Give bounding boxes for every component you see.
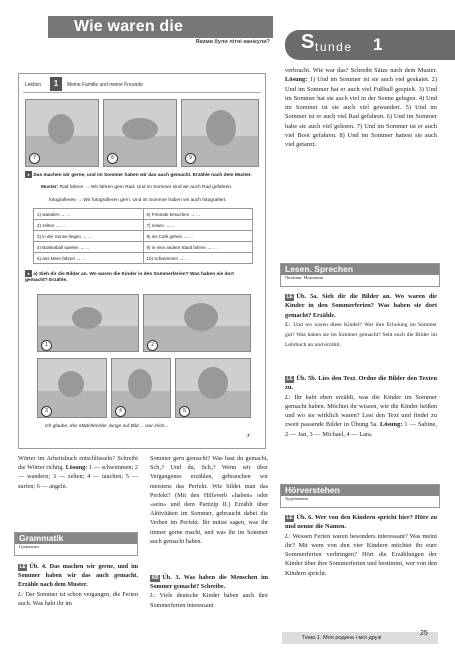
exercise-5b: [285, 374, 437, 439]
picture-number: 5: [179, 406, 190, 417]
exercise-icon: LE: [286, 515, 293, 521]
loesung-label: Lösung:: [379, 421, 403, 429]
loesung-text: 1 — Sabine, 2 — Jan, 3 — Michael, 4 — Lara.: [285, 421, 437, 438]
exercise-1: [25, 171, 257, 179]
section-subtitle: Граматика: [15, 544, 137, 550]
section-subtitle: Аудіювання: [281, 496, 439, 502]
lesson-title: Wie waren die Sommerferien?: [48, 16, 273, 38]
muster: [41, 185, 255, 191]
teacher-label: L:: [18, 590, 24, 598]
table-cell: 5) ans Meer fahren → ...: [34, 253, 144, 264]
textbook-page: [18, 73, 266, 449]
picture-number: 8: [107, 153, 118, 164]
section-subtitle: Читання. Мовлення: [281, 275, 439, 281]
exercise-2: [25, 270, 257, 284]
stunde-initial: S: [301, 31, 315, 53]
paragraph: verbracht. Wie war das? Schreibt Sätze nach dem Muster.: [285, 67, 437, 74]
section-title: Hörverstehen: [281, 485, 439, 496]
page-number: 25: [420, 630, 428, 637]
table-row: [34, 209, 253, 220]
picture-number: 7: [29, 153, 40, 164]
picture-5: [175, 358, 251, 418]
exercise-text: Viele deutsche Kinder haben auch ihre Sommerferien interessant: [150, 592, 268, 609]
right-top-text: [285, 66, 437, 150]
loesung-text: 1 — schwimmen; 2 — wandern; 3 — zelten; 4 — tauchen; 5 — surfen; 6 — angeln.: [18, 464, 139, 490]
lesson-subtitle: Якими були літні канікули?: [195, 39, 270, 45]
lektion-number: 1: [50, 77, 62, 91]
exercise-icon: ●: [25, 270, 32, 277]
exercise-5a: [285, 292, 437, 351]
divider: [23, 92, 261, 93]
exercise-icon: AB: [151, 575, 159, 581]
bottom-left-text: [18, 454, 138, 491]
section-header-grammatik: [14, 532, 138, 556]
picture-7: [25, 99, 99, 167]
table-row: [34, 231, 253, 242]
exercise-text: Der Sommer ist schon vergangen, die Ferien auch. Was habt ihr im: [18, 590, 139, 607]
book-page-number: 7: [247, 434, 250, 439]
exercise-title: Üb. 5a. Sieh dir die Bilder an. Wo waren die Kinder in den Sommerferien? Was haben sie dort gemacht? Erzähle.: [285, 293, 437, 319]
picture-2: [143, 294, 251, 352]
footer-topic: Тема 1. Моя родина і мої друзі: [282, 632, 438, 644]
picture-8: [103, 99, 177, 167]
loesung-label: Lösung:: [65, 464, 88, 472]
muster-label: Muster:: [41, 185, 59, 190]
stunde-badge: [285, 30, 455, 60]
teacher-label: L:: [285, 320, 291, 328]
table-cell: 9) in eine andere Stadt fahren → ...: [143, 242, 253, 253]
table-cell: 2) zelten → ...: [34, 220, 144, 231]
stunde-number: 1: [373, 35, 383, 54]
exercise-text: Und wo waren diese Kinder? War ihre Erholung im Sommer gut? Was haben sie im Sommer gemacht? Seht euch die Bilder im Lehrbuch an und erzählt.: [285, 321, 437, 349]
table-cell: 10) schwimmen → ...: [143, 253, 253, 264]
teacher-label: L:: [150, 592, 156, 600]
picture-3: [37, 358, 107, 418]
exercise-table: [33, 208, 253, 264]
muster-text: Rad fahren → Wir fahren gern Rad. Und im Sommer sind wir auch Rad gefahren.: [59, 185, 233, 190]
muster-text-2: fotografieren → Wir fotografieren gern. Und im Sommer haben wir auch fotografiert.: [49, 198, 227, 203]
teacher-label: L:: [285, 532, 291, 540]
picture-number: 9: [185, 153, 196, 164]
picture-number: 2: [147, 340, 158, 351]
picture-9: [181, 99, 259, 167]
table-cell: 7) reisen → ...: [143, 220, 253, 231]
exercise-icon: LE: [286, 376, 293, 382]
exercise-3: [150, 573, 268, 610]
exercise-title: Üb. 3. Was haben die Menschen im Sommer gemacht? Schreibe.: [150, 574, 268, 591]
bottom-line: Ich glaube, das Mädchen/der Junge auf Bild ... war in/im...: [45, 424, 169, 429]
exercise-title: Üb. 5b. Lies den Text. Ordne die Bilder den Texten zu.: [285, 375, 437, 392]
picture-number: 4: [115, 406, 126, 417]
bottom-mid-text: Sommer gern gemacht? Was hast du gemacht, Sch₁? Und du, Sch₂? Wenn wir über Vergangenes erzählen, gebrauchen wir meistens das Perfekt. Wie bildet man das Perfekt? (Mit den Hilfsverb «haben» oder «sein» und dem Partizip II.) Erzählt über Aktivitäten im Sommer, gebraucht dabei die Verben im Perfekt. Ihr müsst sagen, was ihr immer gerne macht, und was ihr im Sommer auch gemacht haben.: [150, 455, 268, 545]
exercise-title: Üb. 4. Das machen wir gerne, und im Sommer haben wir das auch gemacht. Erzähle nach dem Muster.: [18, 563, 138, 589]
exercise-icon: LE: [286, 294, 293, 300]
exercise-title: Üb. 6. Wer von den Kindern spricht hier? Höre zu und nenne die Namen.: [285, 514, 437, 531]
loesung-label: Lösung:: [285, 76, 308, 84]
picture-4: [111, 358, 171, 418]
table-cell: 1) wandern → ...: [34, 209, 144, 220]
exercise-text: Ihr habt eben erzählt, was die Kinder im Sommer gemacht haben. Möchtet ihr wissen, wie die Kinder heißen und wo sie wirklich waren? Lest den Text und findet zu zweit passende Bilder in Übung 5a.: [285, 393, 437, 429]
table-cell: 3) in der Sonne liegen → ...: [34, 231, 144, 242]
picture-number: 1: [41, 340, 52, 351]
exercise-2-title: a) Sieh dir die Bilder an. Wo waren die Kinder in den Sommerferien? Was haben sie dort gemacht? Erzähle.: [25, 271, 234, 283]
table-cell: 4) Basketball spielen → ...: [34, 242, 144, 253]
section-title: Grammatik: [15, 533, 137, 544]
picture-1: [37, 294, 139, 352]
table-cell: 6) Freunde besuchen → ...: [143, 209, 253, 220]
exercise-1-title: Das machen wir gerne, und im Sommer haben wir das auch gemacht. Erzähle nach dem Muster.: [33, 172, 252, 178]
loesung-text: 1) Und im Sommer ist sie auch viel geskatet. 2) Und im Sommer hat er auch viel Fußball gespielt. 3) Und im Sommer hat sie auch viel in der Sonne gelegen. 4) Und im Sommer ist sie auch viel gewandert. 5) Und im Sommer ist er auch viel Rad gefahren. 6) Und im Sommer habe sie auch viel gelesen. 7) Und im Sommer ist er auch viel Boot gefahren. 8) Und im Sommer hattest sie auch viel getanzt.: [285, 76, 437, 149]
table-cell: 8) ins Café gehen → ...: [143, 231, 253, 242]
section-title: Lesen. Sprechen: [281, 264, 439, 275]
lektion-label: Lektion: [25, 82, 42, 88]
picture-number: 3: [41, 406, 52, 417]
section-header-lesen: [280, 263, 440, 287]
stunde-word: tunde: [315, 40, 353, 54]
table-row: [34, 220, 253, 231]
exercise-4: [18, 562, 138, 608]
exercise-text: Wessen Ferien waren besonders interessant? Was meint ihr? Mit wem von den vier Kindern möchtet ihr eure Sommerferien verbringen? Hört die Erzählungen der Kinder über ihre Sommerferien und bestimmt, wer von den Kindern spricht.: [285, 532, 437, 577]
section-header-hoeren: [280, 484, 440, 508]
exercise-6: [285, 513, 437, 578]
table-row: [34, 242, 253, 253]
lektion-title: Meine Familie und meine Freunde: [67, 82, 143, 88]
table-row: [34, 253, 253, 264]
exercise-icon: LE: [19, 564, 26, 570]
exercise-icon: ●: [25, 171, 32, 178]
paragraph: Wörter im Arbeitsbuch entschlüsseln? Schreibt die Wörter richtig.: [18, 455, 138, 472]
teacher-label: L:: [285, 393, 291, 401]
